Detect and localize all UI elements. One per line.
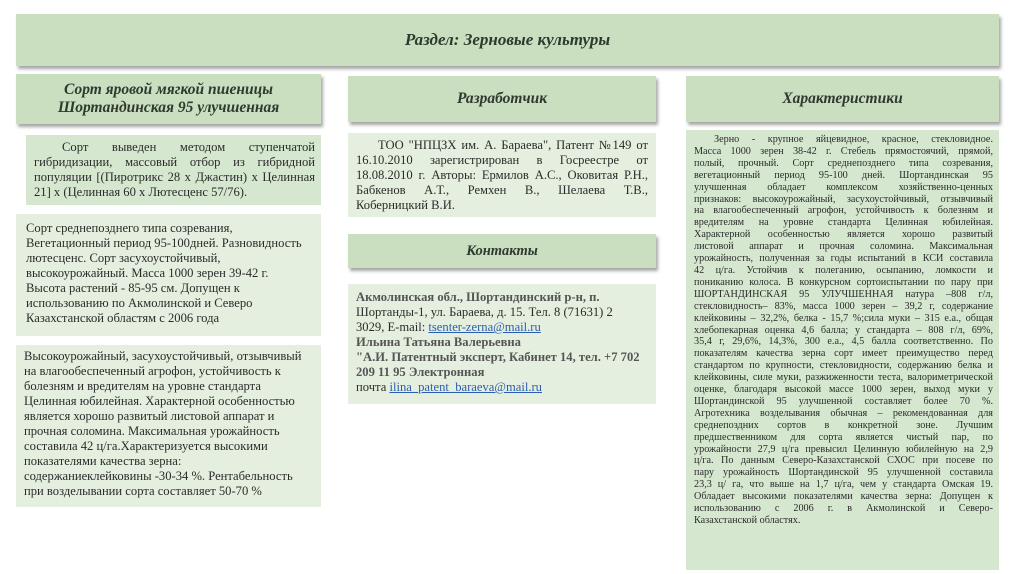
quality-line: показателями качества зерна:	[24, 454, 182, 468]
type-box	[16, 214, 321, 336]
developer-line: Коберницкий В.И.	[356, 198, 455, 212]
char-line: урожайности 27,9 ц/га превысил Целинную юбилейную на 2,9	[694, 443, 993, 455]
developer-line: 16.10.2010 зарегистрирован в Госреестре от	[356, 153, 648, 167]
quality-line: является хорошо развитый листовой аппарат и	[24, 409, 275, 423]
email-link-center[interactable]: tsenter-zerna@mail.ru	[428, 320, 541, 334]
quality-line: Целинная юбилейная. Характерной особенностью	[24, 394, 295, 408]
char-line: на влагообеспеченный агрофон, устойчивость к болезням и	[694, 205, 993, 217]
origin-line: 21] х (Целинная 60 х Лютесценс 57/76).	[34, 185, 248, 199]
char-line: предшественником для сорта является чистый пар, по	[694, 431, 993, 443]
char-line: вредителям на уровне стандарта Целинная юбилейная.	[694, 217, 993, 229]
char-line: Характерной особенностью является хорошо развитый	[694, 229, 993, 241]
developer-line: Бабкенов А.Т., Ремхен В., Шелаева Т.В.,	[356, 183, 648, 197]
variety-header	[16, 74, 321, 124]
contacts-email-label: 3029, E-mail:	[356, 320, 429, 334]
variety-header-line1: Сорт яровой мягкой пшеницы	[64, 81, 273, 98]
contacts-email-line	[356, 320, 650, 335]
characteristics-box	[686, 130, 999, 570]
contacts-email-line-2	[356, 380, 650, 395]
developer-header	[348, 76, 656, 122]
contacts-person-name: Ильина Татьяна Валерьевна	[356, 335, 521, 349]
char-line: клейковины, силе муки, разжиженности теста, валориметрической	[694, 372, 993, 384]
quality-line: при возделывании сорта составляет 50-70 %	[24, 484, 262, 498]
char-line: стекловидность– 83%, масса 1000 зерен – 39,2 г, содержание	[694, 300, 993, 312]
origin-box	[26, 135, 321, 205]
char-line: стандартом по крупности, стекловидности, содержанию белка и	[694, 360, 993, 372]
contacts-person-phone: 209 11 95 Электронная	[356, 365, 485, 379]
type-line: использованию по Акмолинской и Северо	[26, 296, 253, 310]
contacts-email-label-2: почта	[356, 380, 390, 394]
type-line: Вегетационный период 95-100дней. Разновидность	[26, 236, 302, 250]
char-line: ц/га. По данным Северо-Казахстанской СХОС при посеве по	[694, 455, 993, 467]
section-title-banner	[16, 14, 999, 66]
char-line: клейковины – 32,2%, белка - 15,7 %;сила муки – 315 е.а., общая	[694, 312, 993, 324]
variety-header-line2: Шортандинская 95 улучшенная	[57, 99, 280, 116]
quality-line: прочная соломина. Максимальная урожайность	[24, 424, 280, 438]
type-line: Казахстанской областям с 2006 года	[26, 311, 220, 325]
section-title: Раздел: Зерновые культуры	[404, 30, 611, 49]
char-line: показателям качества зерна сорт имеет преимущество перед	[694, 348, 993, 360]
char-line: 42 ц/га. Устойчив к полеганию, осыпанию, ломкости и	[694, 264, 993, 276]
quality-line: содержаниеклейковины -30-34 %. Рентабельность	[24, 469, 293, 483]
char-line: Казахстанской областях.	[694, 515, 801, 526]
contacts-address-line: Шортанды-1, ул. Бараева, д. 15. Тел. 8 (71631) 2	[356, 305, 613, 319]
developer-box	[348, 133, 656, 217]
char-line: листовой аппарат и прочная соломина. Максимальная	[694, 241, 993, 253]
contacts-header	[348, 234, 656, 268]
quality-line: болезням и вредителям на уровне стандарта	[24, 379, 261, 393]
contacts-header-label: Контакты	[466, 242, 538, 259]
char-line: 35,4 г, 29,6%, 14,3%, 300 е.а., 4,5 балла соответственно. По	[694, 336, 993, 348]
developer-line: ТОО "НПЦЗХ им. А. Бараева", Патент №149 от	[378, 138, 648, 152]
char-line: полый, прочный. Сорт среднепозднего типа созревания,	[694, 157, 993, 169]
characteristics-header-label: Характеристики	[782, 90, 903, 107]
quality-box	[16, 345, 321, 507]
char-line: Обладает высокими показателями качества зерна: Допущен к	[694, 491, 993, 503]
char-line: ШОРТАНДИНСКАЯ 95 УЛУЧШЕННАЯ натура –808 г/л,	[694, 288, 993, 300]
char-line: использованию с 2006 г. в Акмолинской и Северо-	[694, 503, 993, 515]
contacts-box	[348, 284, 656, 404]
quality-line: на влагообеспеченный агрофон, устойчивость к	[24, 364, 281, 378]
origin-line: Сорт выведен методом ступенчатой	[62, 140, 315, 154]
char-line: вегетационный период 95-100 дней. Шортандинская 95	[694, 169, 993, 181]
char-line: пару урожайность Шортандинской 95 улучшенной составила	[694, 467, 993, 479]
char-line: Шортандинской 95 улучшенной составляет более 70 %.	[694, 395, 993, 407]
char-line: Агротехника возделывания обычная – рекомендованная для	[694, 407, 993, 419]
char-line: улучшенная обладает комплексом хозяйственно-ценных	[694, 181, 993, 193]
char-line: оценке, благодаря высокой массе 1000 зерен, выход муки у	[694, 384, 993, 396]
char-line: Зерно - крупное яйцевидное, красное, стекловидное.	[714, 134, 993, 145]
char-line: хлебопекарная оценка 4,6 балла; у стандарта – 808 г/л, 69%,	[694, 324, 993, 336]
type-line: лютесценс. Сорт засухоустойчивый,	[26, 251, 221, 265]
char-line: пониканию колоса. В конкурсном сортоиспытании по пару при	[694, 276, 993, 288]
contacts-address-line: Акмолинская обл., Шортандинский р-н, п.	[356, 290, 600, 304]
quality-line: Высокоурожайный, засухоустойчивый, отзывчивый	[24, 349, 302, 363]
origin-line: гибридизации, массовый отбор из гибридной	[34, 155, 315, 169]
char-line: урожайность, полученная за годы испытаний в КСИ составила	[694, 253, 993, 265]
char-line: 23,3 ц/ га, что выше на 1,7 ц/га, чем у стандарта Омская 19.	[694, 479, 993, 491]
type-line: высокоурожайный. Масса 1000 зерен 39-42 г.	[26, 266, 269, 280]
type-line: Высота растений - 85-95 см. Допущен к	[26, 281, 240, 295]
quality-line: составила 42 ц/га.Характеризуется высокими	[24, 439, 268, 453]
type-line: Сорт среднепозднего типа созревания,	[26, 221, 233, 235]
char-line: Масса 1000 зерен 38-42 г. Стебель прямостоячий, прямой,	[694, 145, 993, 157]
developer-line: 18.08.2010 г. Авторы: Ермилов А.С., Оковитая Р.Н.,	[356, 168, 648, 182]
origin-line: популяции [(Пиротрикс 28 х Джастин) х Целинная	[34, 170, 315, 184]
developer-header-label: Разработчик	[456, 90, 548, 107]
email-link-patent[interactable]: ilina_patent_baraeva@mail.ru	[389, 380, 542, 394]
char-line: признаков: высокоурожайный, засухоустойчивый, отзывчивый	[694, 193, 993, 205]
characteristics-header	[686, 76, 999, 122]
char-line: среднепоздних сортов в конкретной зоне. Лучшим	[694, 419, 993, 431]
contacts-person-info: "А.И. Патентный эксперт, Кабинет 14, тел. +7 702	[356, 350, 640, 364]
